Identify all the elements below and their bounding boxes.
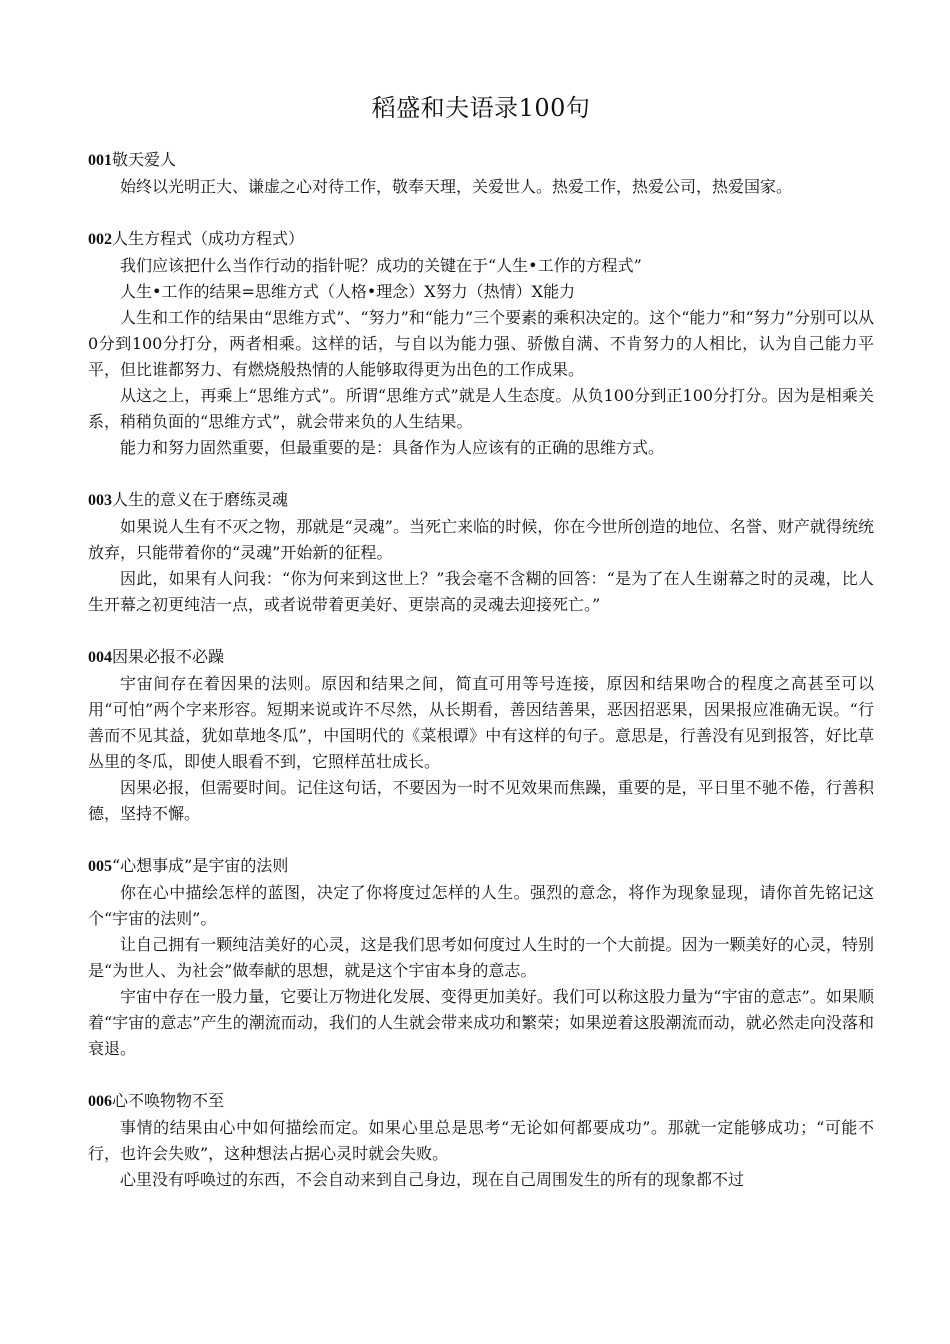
section-number: 002: [88, 231, 112, 248]
section-heading: [88, 853, 874, 880]
paragraph: 人生和工作的结果由“思维方式”、“努力”和“能力”三个要素的乘积决定的。这个“能力”和“努力”分别可以从0分到100分打分，两者相乘。这样的话，与自以为能力强、骄傲自满、不肯努力的人相比，认为自己能力平平，但比谁都努力、有燃烧般热情的人能够取得更为出色的工作成果。: [88, 308, 874, 379]
paragraph: 我们应该把什么当作行动的指针呢？成功的关键在于“人生•工作的方程式”: [120, 256, 642, 275]
paragraph: 让自己拥有一颗纯洁美好的心灵，这是我们思考如何度过人生时的一个大前提。因为一颗美好的心灵，特别是“为世人、为社会”做奉献的思想，就是这个宇宙本身的意志。: [88, 935, 874, 980]
section-title: “心想事成”是宇宙的法则: [112, 856, 289, 875]
section-number: 003: [88, 492, 112, 509]
paragraph: 始终以光明正大、谦虚之心对待工作，敬奉天理，关爱世人。热爱工作，热爱公司，热爱国家。: [120, 177, 793, 196]
paragraph: 心里没有呼唤过的东西，不会自动来到自己身边，现在自己周围发生的所有的现象都不过: [120, 1170, 745, 1189]
paragraph: 宇宙中存在一股力量，它要让万物进化发展、变得更加美好。我们可以称这股力量为“宇宙的意志”。如果顺着“宇宙的意志”产生的潮流而动，我们的人生就会带来成功和繁荣；如果逆着这股潮流而动，就必然走向没落和衰退。: [88, 987, 874, 1058]
paragraph: 因果必报，但需要时间。记住这句话，不要因为一时不见效果而焦躁，重要的是，平日里不驰不倦，行善积德，坚持不懈。: [88, 778, 874, 823]
paragraph: 因此，如果有人问我：“你为何来到这世上？”我会毫不含糊的回答：“是为了在人生谢幕之时的灵魂，比人生开幕之初更纯洁一点，或者说带着更美好、更崇高的灵魂去迎接死亡。”: [88, 569, 874, 614]
section-number: 004: [88, 649, 112, 666]
paragraph: 人生•工作的结果=思维方式（人格•理念）X努力（热情）X能力: [120, 282, 576, 301]
quote-section-004: [88, 644, 874, 827]
document-title: 稻盛和夫语录100句: [371, 94, 591, 122]
paragraph: 事情的结果由心中如何描绘而定。如果心里总是思考“无论如何都要成功”。那就一定能够成功；“可能不行，也许会失败”，这种想法占据心灵时就会失败。: [88, 1118, 874, 1163]
section-heading: [88, 147, 874, 174]
quote-section-002: [88, 226, 874, 461]
paragraph: 如果说人生有不灭之物，那就是“灵魂”。当死亡来临的时候，你在今世所创造的地位、名誉、财产就得统统放弃，只能带着你的“灵魂”开始新的征程。: [88, 517, 874, 562]
document-page: [88, 88, 874, 1219]
section-title: 心不唤物物不至: [112, 1091, 225, 1110]
section-heading: [88, 226, 874, 253]
quote-section-006: [88, 1088, 874, 1193]
paragraph: 能力和努力固然重要，但最重要的是：具备作为人应该有的正确的思维方式。: [120, 438, 665, 457]
quote-section-005: [88, 853, 874, 1062]
quote-section-001: [88, 147, 874, 200]
section-heading: [88, 644, 874, 671]
section-title: 人生方程式（成功方程式）: [112, 229, 305, 248]
paragraph: 从这之上，再乘上“思维方式”。所谓“思维方式”就是人生态度。从负100分到正100分打分。因为是相乘关系，稍稍负面的“思维方式”，就会带来负的人生结果。: [88, 386, 874, 431]
section-number: 001: [88, 152, 112, 169]
section-heading: [88, 1088, 874, 1115]
section-title: 敬天爱人: [112, 150, 177, 169]
paragraph: 你在心中描绘怎样的蓝图，决定了你将度过怎样的人生。强烈的意念，将作为现象显现，请你首先铭记这个“宇宙的法则”。: [88, 883, 874, 928]
section-number: 005: [88, 858, 112, 875]
section-number: 006: [88, 1093, 112, 1110]
paragraph: 宇宙间存在着因果的法则。原因和结果之间，简直可用等号连接，原因和结果吻合的程度之高甚至可以用“可怕”两个字来形容。短期来说或许不尽然，从长期看，善因结善果，恶因招恶果，因果报应准确无误。“行善而不见其益，犹如草地冬瓜”，中国明代的《菜根谭》中有这样的句子。意思是，行善没有见到报答，好比草丛里的冬瓜，即使人眼看不到，它照样茁壮成长。: [88, 674, 874, 771]
section-heading: [88, 487, 874, 514]
section-title: 人生的意义在于磨练灵魂: [112, 490, 289, 509]
quote-section-003: [88, 487, 874, 618]
section-title: 因果必报不必躁: [112, 647, 225, 666]
